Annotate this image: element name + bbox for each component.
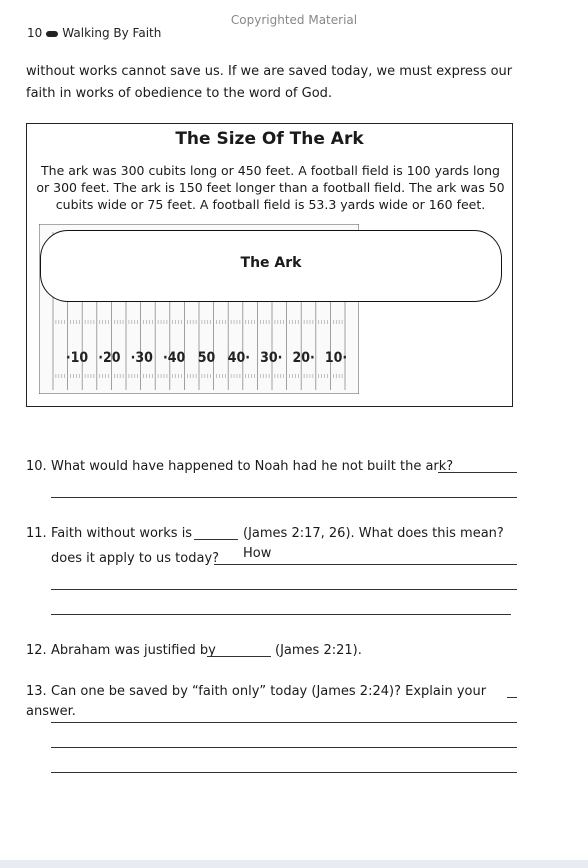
yard-marker: 50 bbox=[197, 350, 216, 366]
answer-line[interactable] bbox=[51, 772, 517, 773]
yard-marker: 30· bbox=[260, 350, 283, 366]
ark-size-box bbox=[26, 123, 513, 407]
question-text: What would have happened to Noah had he not built the ark? bbox=[51, 459, 454, 474]
answer-line[interactable] bbox=[51, 722, 517, 723]
yard-marker: ·20 bbox=[98, 350, 121, 366]
intro-paragraph: without works cannot save us. If we are saved today, we must express our faith in works of obedience to the word of God. bbox=[26, 64, 513, 101]
question-text: Abraham was justified by bbox=[51, 643, 216, 658]
answer-line[interactable] bbox=[51, 589, 517, 590]
question-text: Can one be saved by “faith only” today (James 2:24)? Explain your answer. bbox=[26, 684, 487, 719]
question-number: 10. bbox=[26, 459, 47, 474]
answer-line[interactable] bbox=[507, 697, 517, 698]
question-number: 11. bbox=[26, 526, 47, 541]
bullet-icon bbox=[46, 31, 58, 37]
ark-label: The Ark bbox=[240, 255, 302, 271]
answer-line[interactable] bbox=[438, 472, 517, 473]
question-13 bbox=[26, 682, 526, 722]
question-text: (James 2:21). bbox=[275, 643, 362, 658]
box-text: The ark was 300 cubits long or 450 feet. A football field is 100 yards long or 300 feet. The ark is 150 feet longer than a football field. The ark was 50 cubits wide or 75 feet. A football field is 53.3 yards wide or 160 feet. bbox=[36, 163, 505, 212]
question-number: 13. bbox=[26, 684, 47, 699]
answer-blank[interactable] bbox=[194, 539, 238, 540]
ark-shape bbox=[40, 230, 502, 302]
answer-line[interactable] bbox=[51, 747, 517, 748]
yard-marker: ·40 bbox=[162, 350, 186, 366]
answer-line[interactable] bbox=[51, 497, 517, 498]
question-10 bbox=[26, 457, 526, 477]
question-text: Faith without works is bbox=[51, 526, 193, 541]
yard-marker: ·10 bbox=[65, 350, 89, 366]
bottom-bar bbox=[0, 860, 588, 868]
yard-marker: ·30 bbox=[130, 350, 153, 366]
answer-line[interactable] bbox=[214, 564, 517, 565]
question-number: 12. bbox=[26, 643, 47, 658]
yard-marker: 10· bbox=[324, 350, 348, 366]
box-title: The Size Of The Ark bbox=[175, 129, 364, 149]
yard-marker: 40· bbox=[227, 350, 251, 366]
yard-marker: 20· bbox=[292, 350, 315, 366]
answer-blank[interactable] bbox=[207, 656, 271, 657]
book-title: Walking By Faith bbox=[62, 26, 162, 40]
answer-line[interactable] bbox=[51, 614, 511, 615]
question-text: (James 2:17, 26). What does this mean? How bbox=[243, 526, 504, 561]
page-number: 10 bbox=[27, 26, 43, 40]
watermark: Copyrighted Material bbox=[230, 13, 358, 27]
running-header bbox=[27, 26, 161, 40]
question-text: does it apply to us today? bbox=[51, 551, 220, 566]
